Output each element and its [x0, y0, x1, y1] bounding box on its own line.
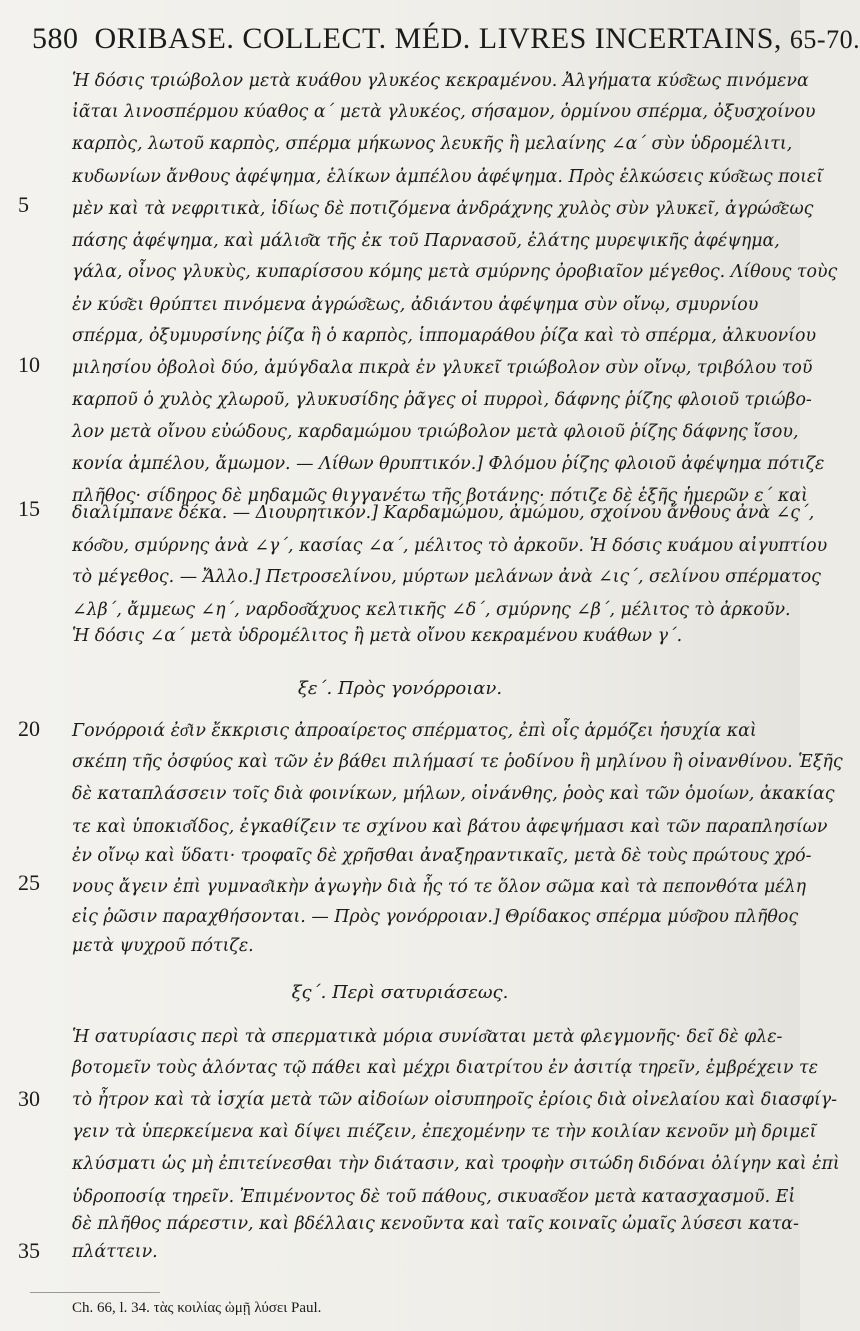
text-line: βοτομεῖν τοὺς ἁλόντας τῷ πάθει καὶ μέχρι διατρίτου ἐν ἀσιτίᾳ τηρεῖν, ἐμβρέχειν τε [72, 1058, 818, 1078]
line-number-30: 30 [18, 1086, 40, 1111]
text-line: νους ἄγειν ἐπὶ γυμνασ͂ικὴν ἀγωγὴν διὰ ἧς τό τε ὅλον σῶμα καὶ τὰ πεπονθότα μέλη [72, 877, 807, 897]
text-line: Ἡ δόσις ∠α΄ μετὰ ὑδρομέλιτος ἢ μετὰ οἴνου κεκραμένου κυάθων γ΄. [72, 626, 683, 646]
text-line: γειν τὰ ὑπερκείμενα καὶ δίψει πιέζειν, ἐπεχομένην τε τὴν κοιλίαν κενοῦν μὴ δριμεῖ [72, 1122, 817, 1142]
text-line: Ἡ σατυρίασις περὶ τὰ σπερματικὰ μόρια συνίσ͂αται μετὰ φλεγμονῆς· δεῖ δὲ φλε- [72, 1027, 783, 1047]
running-title: ORIBASE. COLLECT. MÉD. LIVRES INCERTAINS, [94, 22, 782, 55]
text-line: Ἡ δόσις τριώβολον μετὰ κυάθου γλυκέος κεκραμένου. Ἀλγήματα κύσ͂εως πινόμενα [72, 71, 809, 91]
chapter-heading-66: ξε΄. Πρὸς γονόρροιαν. [297, 678, 503, 699]
text-line: καρποῦ ὁ χυλὸς χλωροῦ, γλυκυσίδης ῥᾶγες οἱ πυρροὶ, δάφνης ῥίζης φλοιοῦ τριώβο- [72, 390, 812, 410]
text-line: μετὰ ψυχροῦ πότιζε. [72, 936, 254, 956]
line-number-25: 25 [18, 870, 40, 895]
chapter-range: 65-70. [789, 25, 860, 54]
line-number-5: 5 [18, 192, 29, 217]
line-number-20: 20 [18, 716, 40, 741]
text-line: τὸ μέγεθος. — Ἄλλο.] Πετροσελίνου, μύρτων μελάνων ἀνὰ ∠ις΄, σελίνου σπέρματος [72, 567, 821, 587]
line-number-15: 15 [18, 496, 40, 521]
footnote: Ch. 66, l. 34. τὰς κοιλίας ὠμῇ λύσει Paul. [72, 1300, 322, 1316]
line-number-10: 10 [18, 352, 40, 377]
text-line: πάσης ἀφέψημα, καὶ μάλισ͂α τῆς ἐκ τοῦ Παρνασοῦ, ἐλάτης μυρεψικῆς ἀφέψημα, [72, 231, 780, 251]
text-line: καρπὸς, λωτοῦ καρπὸς, σπέρμα μήκωνος λευκῆς ἢ μελαίνης ∠α΄ σὺν ὑδρομέλιτι, [72, 134, 793, 154]
running-header [32, 22, 860, 56]
text-line: πλῆθος· σίδηρος δὲ μηδαμῶς θιγγανέτω τῆς βοτάνης· πότιζε δὲ ἑξῆς ἡμερῶν ε΄ καὶ [72, 486, 808, 506]
chapter-heading-67: ξς΄. Περὶ σατυριάσεως. [291, 982, 509, 1003]
text-line: σπέρμα, ὀξυμυρσίνης ῥίζα ἢ ὁ καρπὸς, ἱππομαράθου ῥίζα καὶ τὸ σπέρμα, ἀλκυονίου [72, 326, 817, 346]
page-number: 580 [32, 22, 79, 55]
text-line: σκέπη τῆς ὀσφύος καὶ τῶν ἐν βάθει πιλήμασί τε ῥοδίνου ἢ μηλίνου ἢ οἰνανθίνου. Ἑξῆς [72, 752, 843, 772]
text-line: δὲ καταπλάσσειν τοῖς διὰ φοινίκων, μήλων, οἰνάνθης, ῥοὸς καὶ τῶν ὁμοίων, ἀκακίας [72, 784, 835, 804]
text-line: γάλα, οἶνος γλυκὺς, κυπαρίσσου κόμης μετὰ σμύρνης ὀροβιαῖον μέγεθος. Λίθους τοὺς [72, 262, 838, 282]
text-line: τε καὶ ὑποκισ͂ίδος, ἐγκαθίζειν τε σχίνου καὶ βάτου ἀφεψήμασι καὶ τῶν παραπλησίων [72, 817, 828, 837]
text-line: πλάττειν. [72, 1242, 158, 1262]
text-line: δὲ πλῆθος πάρεστιν, καὶ βδέλλαις κενοῦντα καὶ ταῖς κοιναῖς ὠμαῖς λύσεσι κατα- [72, 1214, 799, 1234]
text-line: τὸ ἦτρον καὶ τὰ ἰσχία μετὰ τῶν αἰδοίων οἰσυπηροῖς ἐρίοις διὰ οἰνελαίου καὶ διασφίγ- [72, 1090, 838, 1110]
line-number-35: 35 [18, 1238, 40, 1263]
text-line: Γονόρροιά ἐσ͂ιν ἔκκρισις ἀπροαίρετος σπέρματος, ἐπὶ οἷς ἁρμόζει ἡσυχία καὶ [72, 721, 757, 741]
text-line: ἐν οἴνῳ καὶ ὕδατι· τροφαῖς δὲ χρῆσθαι ἀναξηραντικαῖς, μετὰ δὲ τοὺς πρώτους χρό- [72, 846, 812, 866]
text-line: λον μετὰ οἴνου εὐώδους, καρδαμώμου τριώβολον μετὰ φλοιοῦ ῥίζης δάφνης ἴσου, [72, 422, 799, 442]
text-line: κυδωνίων ἄνθους ἀφέψημα, ἑλίκων ἀμπέλου ἀφέψημα. Πρὸς ἑλκώσεις κύσ͂εως ποιεῖ [72, 167, 824, 187]
text-line: διαλίμπανε δέκα. — Διουρητικόν.] Καρδαμώμου, ἀμώμου, σχοίνου ἄνθους ἀνὰ ∠ς΄, [72, 503, 815, 523]
text-line: κόσ͂ου, σμύρνης ἀνὰ ∠γ΄, κασίας ∠α΄, μέλιτος τὸ ἀρκοῦν. Ἡ δόσις κυάμου αἰγυπτίου [72, 536, 828, 556]
text-line: ἰᾶται λινοσπέρμου κύαθος α΄ μετὰ γλυκέος, σήσαμον, ὁρμίνου σπέρμα, ὀξυσχοίνου [72, 102, 816, 122]
text-line: εἰς ῥῶσιν παραχθήσονται. — Πρὸς γονόρροιαν.] Θρίδακος σπέρμα μύσ͂ρου πλῆθος [72, 907, 799, 927]
text-line: ἐν κύσ͂ει θρύπτει πινόμενα ἀγρώσ͂εως, ἀδιάντου ἀφέψημα σὺν οἴνῳ, σμυρνίου [72, 295, 759, 315]
text-line: ∠λβ΄, ἄμμεως ∠η΄, ναρδοσ͂άχυος κελτικῆς ∠δ΄, σμύρνης ∠β΄, μέλιτος τὸ ἀρκοῦν. [72, 600, 791, 620]
footnote-divider [30, 1292, 160, 1293]
text-line: κλύσματι ὡς μὴ ἐπιτείνεσθαι τὴν διάτασιν, καὶ τροφὴν σιτώδη διδόναι ὀλίγην καὶ ἐπὶ [72, 1154, 840, 1174]
text-line: μὲν καὶ τὰ νεφριτικὰ, ἰδίως δὲ ποτιζόμενα ἀνδράχνης χυλὸς σὺν γλυκεῖ, ἀγρώσ͂εως [72, 199, 814, 219]
text-line: κονία ἀμπέλου, ἄμωμον. — Λίθων θρυπτικόν.] Φλόμου ῥίζης φλοιοῦ ἀφέψημα πότιζε [72, 454, 825, 474]
text-line: ὑδροποσίᾳ τηρεῖν. Ἐπιμένοντος δὲ τοῦ πάθους, σικυασ͂έον μετὰ κατασχασμοῦ. Εἰ [72, 1187, 796, 1207]
text-line: μιλησίου ὀβολοὶ δύο, ἀμύγδαλα πικρὰ ἐν γλυκεῖ τριώβολον σὺν οἴνῳ, τριβόλου τοῦ [72, 358, 813, 378]
